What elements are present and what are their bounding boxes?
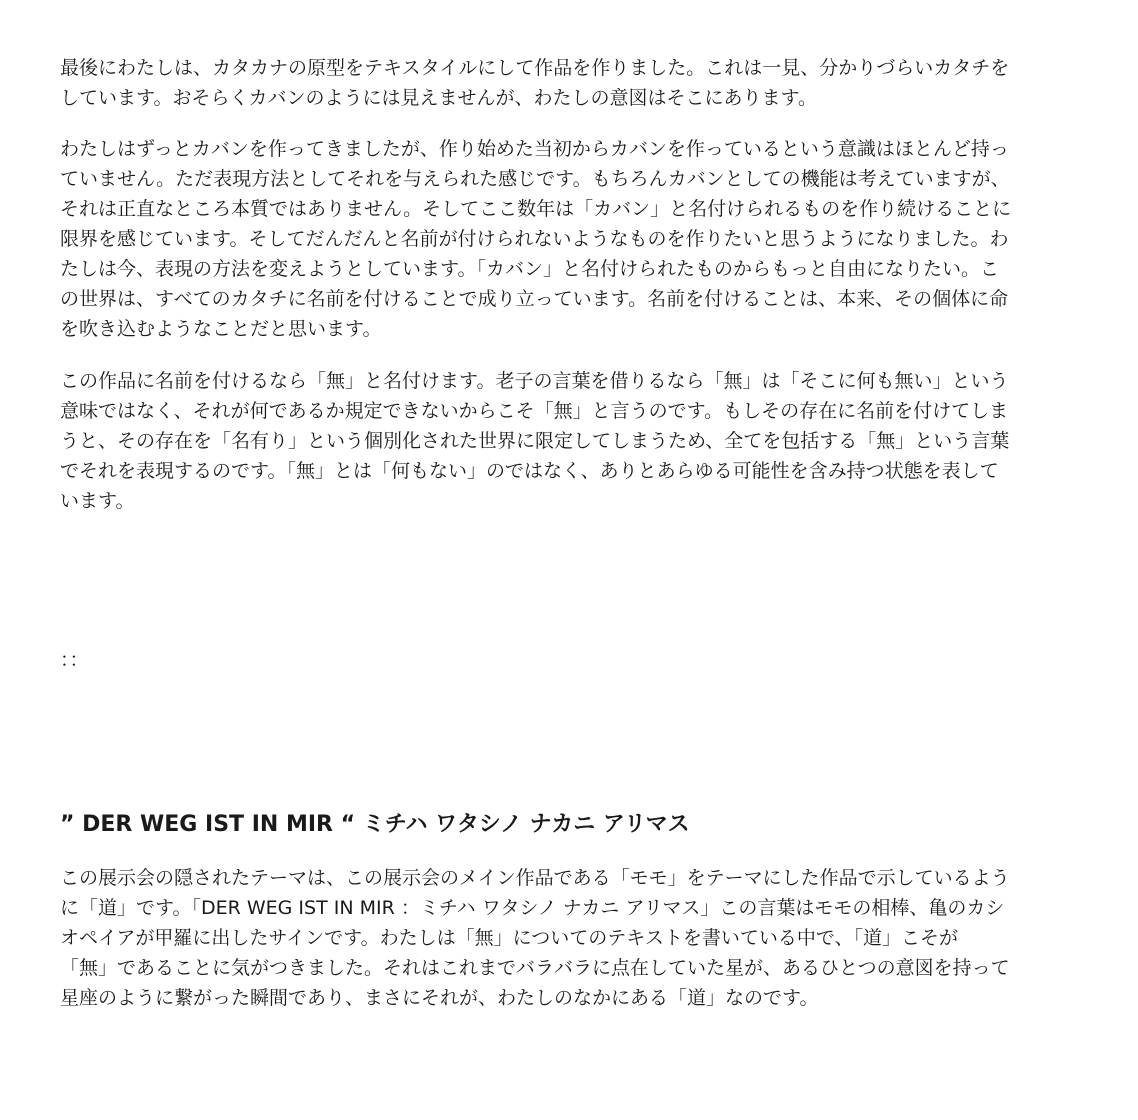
paragraph-katakana-textile	[60, 53, 1070, 113]
text-line: 限界を感じています。そしてだんだんと名前が付けられないようなものを作りたいと思うようになりました。わ	[60, 228, 1009, 250]
text-line: を吹き込むようなことだと思います。	[60, 318, 382, 340]
section-heading: ” DER WEG IST IN MIR “ ミチハ ワタシノ ナカニ アリマス	[60, 812, 690, 837]
text-line: の世界は、すべてのカタチに名前を付けることで成り立っています。名前を付けることは、本来、その個体に命	[60, 288, 1009, 310]
text-line: それは正直なところ本質ではありません。そしてここ数年は「カバン」と名付けられるものを作り続けることに	[60, 198, 1012, 220]
text-line: しています。おそらくカバンのようには見えませんが、わたしの意図はそこにあります。	[60, 87, 817, 109]
text-line: 「無」であることに気がつきました。それはこれまでバラバラに点在していた星が、あるひとつの意図を持って	[60, 957, 1010, 979]
text-line: 星座のように繋がった瞬間であり、まさにそれが、わたしのなかにある「道」なのです。	[60, 987, 819, 1009]
paragraph-mu-naming	[60, 366, 1070, 516]
text-line: わたしはずっとカバンを作ってきましたが、作り始めた当初からカバンを作っているという意識はほとんど持っ	[60, 138, 1009, 160]
text-line: たしは今、表現の方法を変えようとしています。「カバン」と名付けられたものからもっと自由になりたい。こ	[60, 258, 999, 280]
paragraph-hidden-theme	[60, 863, 1070, 1013]
paragraph-making-bags	[60, 134, 1070, 344]
text-line: います。	[60, 490, 135, 512]
text-line: 最後にわたしは、カタカナの原型をテキスタイルにして作品を作りました。これは一見、分かりづらいカタチを	[60, 57, 1010, 79]
text-line: この作品に名前を付けるなら「無」と名付けます。老子の言葉を借りるなら「無」は「そこに何も無い」という	[60, 370, 1009, 392]
text-line: ていません。ただ表現方法としてそれを与えられた感じです。もちろんカバンとしての機能は考えていますが、	[60, 168, 1010, 190]
text-line: 意味ではなく、それが何であるか規定できないからこそ「無」と言うのです。もしその存在に名前を付けてしま	[60, 400, 1009, 422]
text-line: でそれを表現するのです。「無」とは「何もない」のではなく、ありとあらゆる可能性を含み持つ状態を表して	[60, 460, 999, 482]
text-line: に「道」です。「DER WEG IST IN MIR ：ミチハ ワタシノ ナカニ アリマス」この言葉はモモの相棒、亀のカシ	[60, 897, 1005, 919]
text-line: この展示会の隠されたテーマは、この展示会のメイン作品である「モモ」をテーマにした作品で示しているよう	[60, 867, 1010, 889]
text-line: うと、その存在を「名有り」という個別化された世界に限定してしまうため、全てを包括する「無」という言葉	[60, 430, 1010, 452]
section-separator: ：：	[60, 649, 89, 671]
text-line: オペイアが甲羅に出したサインです。わたしは「無」についてのテキストを書いている中で、「道」こそが	[60, 927, 958, 949]
